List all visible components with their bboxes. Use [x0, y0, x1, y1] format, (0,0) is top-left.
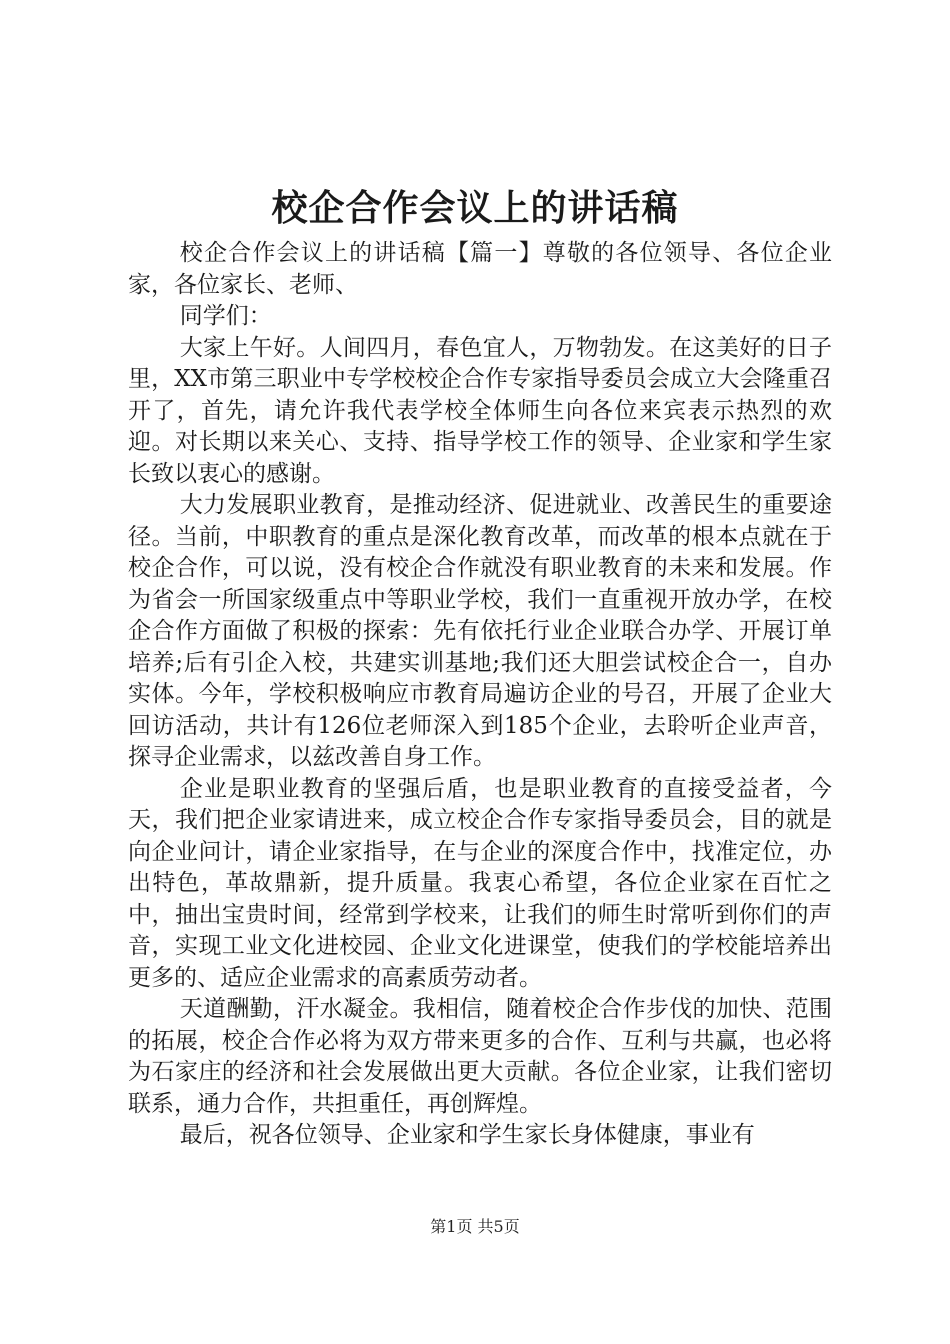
paragraph-enterprise-support: 企业是职业教育的坚强后盾，也是职业教育的直接受益者，今天，我们把企业家请进来，成立校企合作专家指导委员会，目的就是向企业问计，请企业家指导，在与企业的深度合作中，找准定位，办出特色，革故鼎新，提升质量。我衷心希望，各位企业家在百忙之中，抽出宝贵时间，经常到学校来，让我们的师生时常听到你们的声音，实现工业文化进校园、企业文化进课堂，使我们的学校能培养出更多的、适应企业需求的高素质劳动者。	[128, 775, 832, 991]
document-body	[128, 238, 832, 1152]
paragraph-outlook: 天道酬勤，汗水凝金。我相信，随着校企合作步伐的加快、范围的拓展，校企合作必将为双方带来更多的合作、互利与共赢，也必将为石家庄的经济和社会发展做出更大贡献。各位企业家，让我们密切联系，通力合作，共担重任，再创辉煌。	[128, 996, 832, 1117]
paragraph-closing: 最后，祝各位领导、企业家和学生家长身体健康，事业有	[179, 1122, 755, 1148]
page-number-footer: 第1页 共5页	[430, 1217, 520, 1236]
paragraph-greeting: 大家上午好。人间四月，春色宜人，万物勃发。在这美好的日子里，XX市第三职业中专学校校企合作专家指导委员会成立大会隆重召开了，首先，请允许我代表学校全体师生向各位来宾表示热烈的欢迎。对长期以来关心、支持、指导学校工作的领导、企业家和学生家长致以衷心的感谢。	[128, 334, 832, 487]
paragraph-salutation: 同学们：	[179, 303, 272, 329]
paragraph-opening: 校企合作会议上的讲话稿【篇一】尊敬的各位领导、各位企业家，各位家长、老师、	[128, 240, 832, 298]
document-title: 校企合作会议上的讲话稿	[271, 187, 679, 229]
paragraph-vocational-education: 大力发展职业教育，是推动经济、促进就业、改善民生的重要途径。当前，中职教育的重点是深化教育改革，而改革的根本点就在于校企合作，可以说，没有校企合作就没有职业教育的未来和发展。作为省会一所国家级重点中等职业学校，我们一直重视开放办学，在校企合作方面做了积极的探索：先有依托行业企业联合办学、开展订单培养;后有引企入校，共建实训基地;我们还大胆尝试校企合一，自办实体。今年，学校积极响应市教育局遍访企业的号召，开展了企业大回访活动，共计有126位老师深入到185个企业，去聆听企业声音，探寻企业需求，以兹改善自身工作。	[128, 492, 832, 770]
